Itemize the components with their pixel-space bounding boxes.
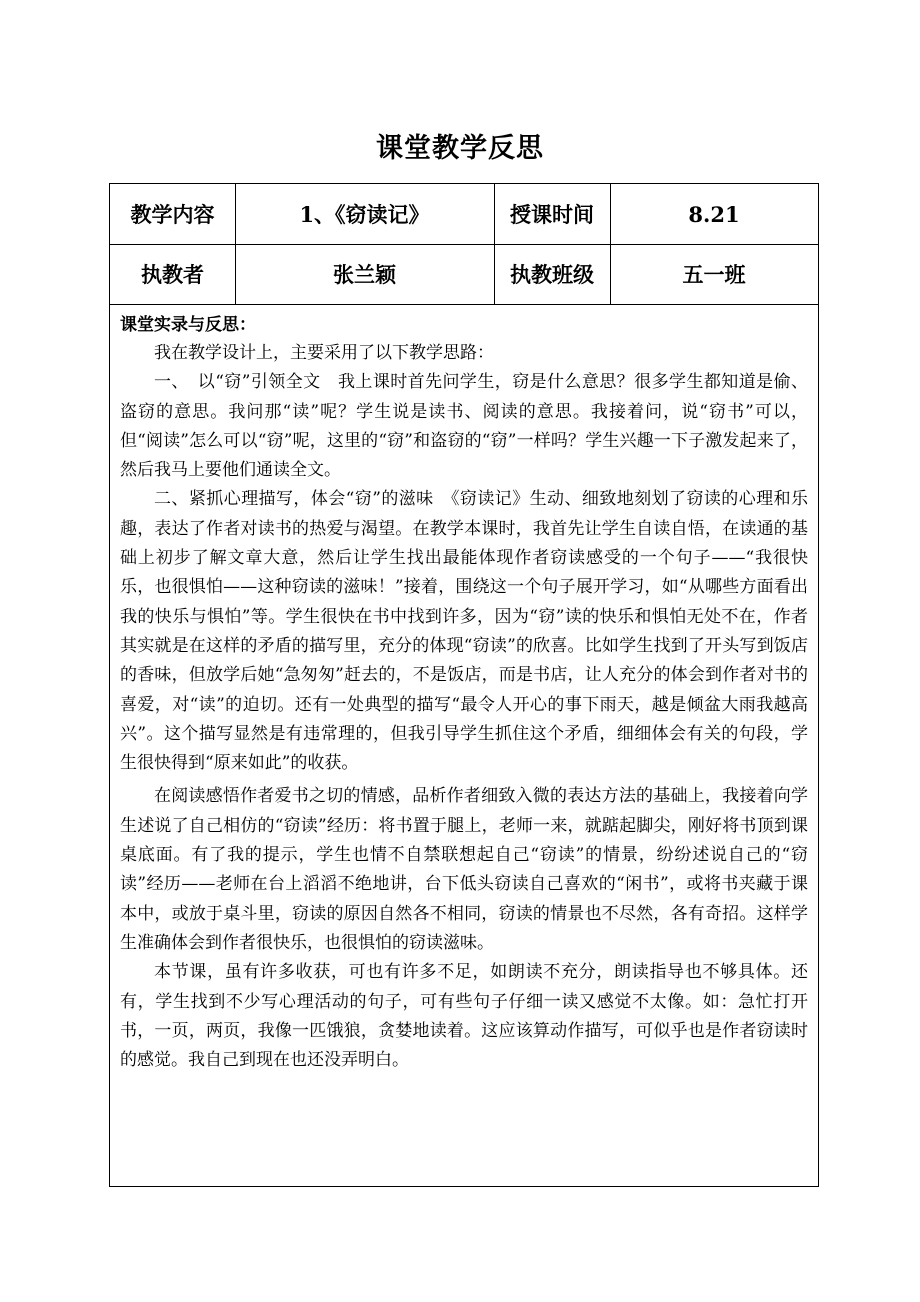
- reflection-paragraph: 本节课，虽有许多收获，可也有许多不足，如朗读不充分，朗读指导也不够具体。还有，学生找到不少写心理活动的句子，可有些句子仔细一读又感觉不太像。如：急忙打开书，一页，两页，我像一匹饿狼，贪婪地读着。这应该算动作描写，可似乎也是作者窃读时的感觉。我自己到现在也还没弄明白。: [120, 962, 808, 1071]
- reflection-heading: 课堂实录与反思：: [120, 315, 256, 335]
- class-value: 五一班: [682, 262, 746, 287]
- time-value: 8.21: [688, 201, 740, 227]
- reflection-paragraph: 在阅读感悟作者爱书之切的情感，品析作者细致入微的表达方法的基础上，我接着向学生述说了自己相仿的“窃读”经历：将书置于腿上，老师一来，就踮起脚尖，刚好将书顶到课桌底面。有了我的提示，学生也情不自禁联想起自己“窃读”的情景，纷纷述说自己的“窃读”经历——老师在台上滔滔不绝地讲，台下低头窃读自己喜欢的“闲书”，或将书夹藏于课本中，或放于桌斗里，窃读的原因自然各不相同，窃读的情景也不尽然，各有奇招。这样学生准确体会到作者很快乐，也很惧怕的窃读滋味。: [120, 786, 808, 953]
- content-label: 教学内容: [130, 202, 215, 227]
- page-title: 课堂教学反思: [376, 133, 544, 164]
- reflection-form: [109, 183, 819, 1187]
- reflection-section: [110, 305, 818, 1075]
- teacher-value: 张兰颖: [333, 262, 396, 287]
- class-label: 执教班级: [510, 262, 594, 287]
- teacher-label: 执教者: [141, 262, 204, 287]
- reflection-paragraph: 二、紧抓心理描写，体会“窃”的滋味 《窃读记》生动、细致地刻划了窃读的心理和乐趣，表达了作者对读书的热爱与渴望。在教学本课时，我首先让学生自读自悟，在读通的基础上初步了解文章大意，然后让学生找出最能体现作者窃读感受的一个句子——“我很快乐，也很惧怕——这种窃读的滋味！”接着，围绕这一个句子展开学习，如“从哪些方面看出我的快乐与惧怕”等。学生很快在书中找到许多，因为“窃”读的快乐和惧怕无处不在，作者其实就是在这样的矛盾的描写里，充分的体现“窃读”的欣喜。比如学生找到了开头写到饭店的香味，但放学后她“急匆匆”赶去的，不是饭店，而是书店，让人充分的体会到作者对书的喜爱，对“读”的迫切。还有一处典型的描写“最令人开心的事下雨天，越是倾盆大雨我越高兴”。这个描写显然是有违常理的，但我引导学生抓住这个矛盾，细细体会有关的句段，学生很快得到“原来如此”的收获。: [120, 489, 808, 774]
- reflection-paragraph: 一、 以“窃”引领全文 我上课时首先问学生，窃是什么意思？很多学生都知道是偷、盗窃的意思。我问那“读”呢？学生说是读书、阅读的意思。我接着问，说“窃书”可以，但“阅读”怎么可以“窃”呢，这里的“窃”和盗窃的“窃”一样吗？学生兴趣一下子激发起来了，然后我马上要他们通读全文。: [120, 372, 808, 481]
- reflection-paragraph: 我在教学设计上，主要采用了以下教学思路：: [154, 343, 494, 363]
- content-value: 1、《窃读记》: [299, 202, 430, 227]
- info-table: [110, 184, 818, 305]
- time-label: 授课时间: [510, 202, 594, 227]
